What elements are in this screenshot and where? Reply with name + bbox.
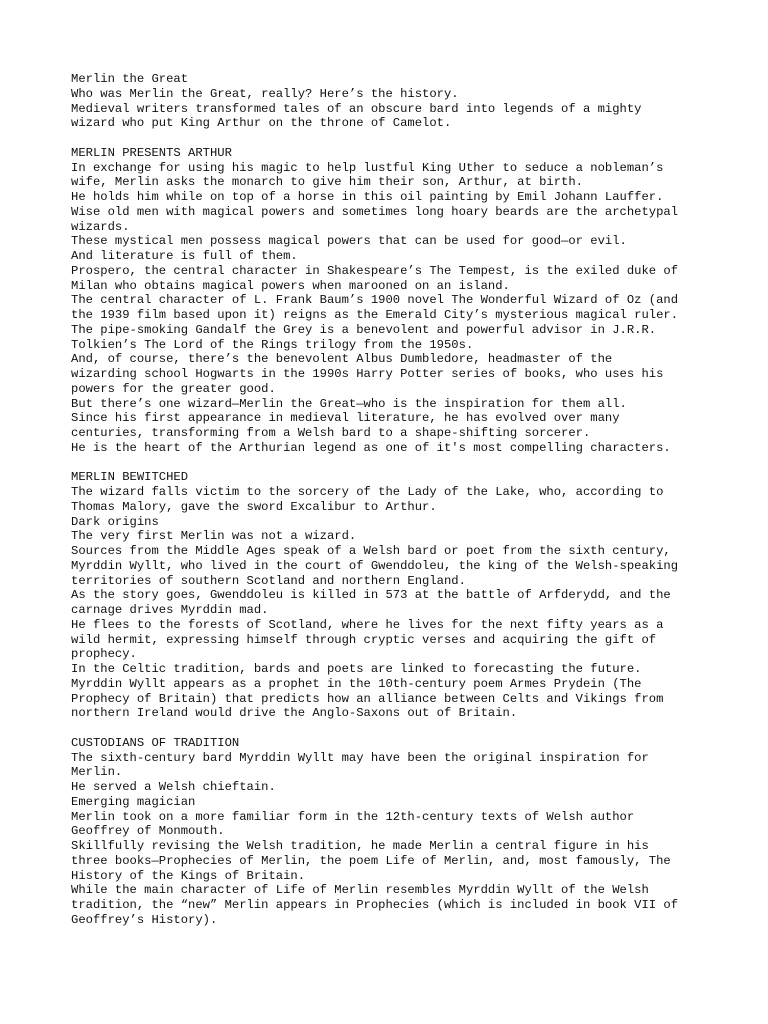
- section-intro: [71, 72, 751, 131]
- subheading: Dark origins: [71, 514, 159, 529]
- text-line: As the story goes, Gwenddoleu is killed in 573 at the battle of Arfderydd, and the: [71, 588, 671, 603]
- text-line: Sources from the Middle Ages speak of a Welsh bard or poet from the sixth century,: [71, 544, 671, 558]
- text-line: These mystical men possess magical powers that can be used for good—or evil.: [71, 234, 627, 249]
- text-line: wizard who put King Arthur on the throne of Camelot.: [71, 116, 452, 131]
- text-line: powers for the greater good.: [71, 381, 276, 396]
- text-line: Myrddin Wyllt, who lived in the court of Gwenddoleu, the king of the Welsh-speaking: [71, 558, 679, 573]
- text-line: The central character of L. Frank Baum’s 1900 novel The Wonderful Wizard of Oz (and: [71, 293, 679, 308]
- text-line: In the Celtic tradition, bards and poets are linked to forecasting the future.: [71, 662, 642, 676]
- text-line: Geoffrey’s History).: [71, 912, 218, 927]
- subheading: Emerging magician: [71, 794, 196, 809]
- text-line: He holds him while on top of a horse in this oil painting by Emil Johann Lauffer.: [71, 190, 664, 204]
- text-line: Thomas Malory, gave the sword Excalibur to Arthur.: [71, 499, 437, 514]
- text-line: Medieval writers transformed tales of an obscure bard into legends of a mighty: [71, 101, 642, 116]
- section-custodians-of-tradition: [71, 736, 751, 928]
- section-merlin-presents-arthur: [71, 146, 751, 456]
- text-line: Merlin.: [71, 765, 123, 780]
- text-line: Wise old men with magical powers and sometimes long hoary beards are the archetypal: [71, 204, 679, 219]
- text-line: In exchange for using his magic to help lustful King Uther to seduce a nobleman’s: [71, 160, 664, 175]
- text-line: While the main character of Life of Merlin resembles Myrddin Wyllt of the Welsh: [71, 883, 649, 898]
- text-line: The wizard falls victim to the sorcery of the Lady of the Lake, who, according to: [71, 485, 664, 499]
- text-line: wizarding school Hogwarts in the 1990s Harry Potter series of books, who uses his: [71, 367, 664, 381]
- text-line: The sixth-century bard Myrddin Wyllt may have been the original inspiration for: [71, 750, 649, 765]
- section-heading: CUSTODIANS OF TRADITION: [71, 735, 240, 750]
- text-line: carnage drives Myrddin mad.: [71, 603, 269, 617]
- text-line: wife, Merlin asks the monarch to give him their son, Arthur, at birth.: [71, 175, 583, 190]
- text-line: prophecy.: [71, 647, 137, 662]
- text-line: Myrddin Wyllt appears as a prophet in the 10th-century poem Armes Prydein (The: [71, 676, 642, 691]
- text-line: territories of southern Scotland and northern England.: [71, 573, 466, 588]
- text-line: He served a Welsh chieftain.: [71, 780, 276, 794]
- text-line: Prophecy of Britain) that predicts how an alliance between Celts and Vikings from: [71, 691, 664, 706]
- text-line: Prospero, the central character in Shakespeare’s The Tempest, is the exiled duke of: [71, 263, 679, 278]
- document-title: Merlin the Great: [71, 72, 189, 86]
- text-line: wild hermit, expressing himself through cryptic verses and acquiring the gift of: [71, 632, 657, 647]
- text-line: And literature is full of them.: [71, 249, 298, 263]
- text-line: centuries, transforming from a Welsh bard to a shape-shifting sorcerer.: [71, 426, 591, 440]
- text-line: wizards.: [71, 219, 130, 234]
- text-line: Who was Merlin the Great, really? Here’s the history.: [71, 86, 459, 101]
- text-line: the 1939 film based upon it) reigns as the Emerald City’s mysterious magical ruler.: [71, 308, 679, 322]
- section-heading: MERLIN BEWITCHED: [71, 470, 189, 485]
- document-page: [71, 72, 751, 928]
- text-line: Since his first appearance in medieval literature, he has evolved over many: [71, 411, 620, 426]
- text-line: He flees to the forests of Scotland, where he lives for the next fifty years as a: [71, 617, 664, 632]
- text-line: northern Ireland would drive the Anglo-Saxons out of Britain.: [71, 706, 518, 721]
- text-line: Geoffrey of Monmouth.: [71, 824, 225, 839]
- text-line: History of the Kings of Britain.: [71, 868, 306, 883]
- text-line: Merlin took on a more familiar form in the 12th-century texts of Welsh author: [71, 809, 635, 824]
- section-heading: MERLIN PRESENTS ARTHUR: [71, 145, 232, 160]
- text-line: And, of course, there’s the benevolent Albus Dumbledore, headmaster of the: [71, 352, 613, 367]
- text-line: Tolkien’s The Lord of the Rings trilogy from the 1950s.: [71, 337, 474, 352]
- text-line: He is the heart of the Arthurian legend as one of it's most compelling characters.: [71, 440, 671, 455]
- text-line: three books—Prophecies of Merlin, the poem Life of Merlin, and, most famously, The: [71, 853, 671, 868]
- text-line: Skillfully revising the Welsh tradition, he made Merlin a central figure in his: [71, 839, 649, 853]
- text-line: Milan who obtains magical powers when marooned on an island.: [71, 278, 510, 293]
- section-merlin-bewitched: [71, 470, 751, 721]
- text-line: tradition, the “new” Merlin appears in Prophecies (which is included in book VII of: [71, 898, 679, 912]
- text-line: But there’s one wizard—Merlin the Great—who is the inspiration for them all.: [71, 396, 627, 411]
- text-line: The very first Merlin was not a wizard.: [71, 529, 357, 544]
- text-line: The pipe-smoking Gandalf the Grey is a benevolent and powerful advisor in J.R.R.: [71, 322, 657, 337]
